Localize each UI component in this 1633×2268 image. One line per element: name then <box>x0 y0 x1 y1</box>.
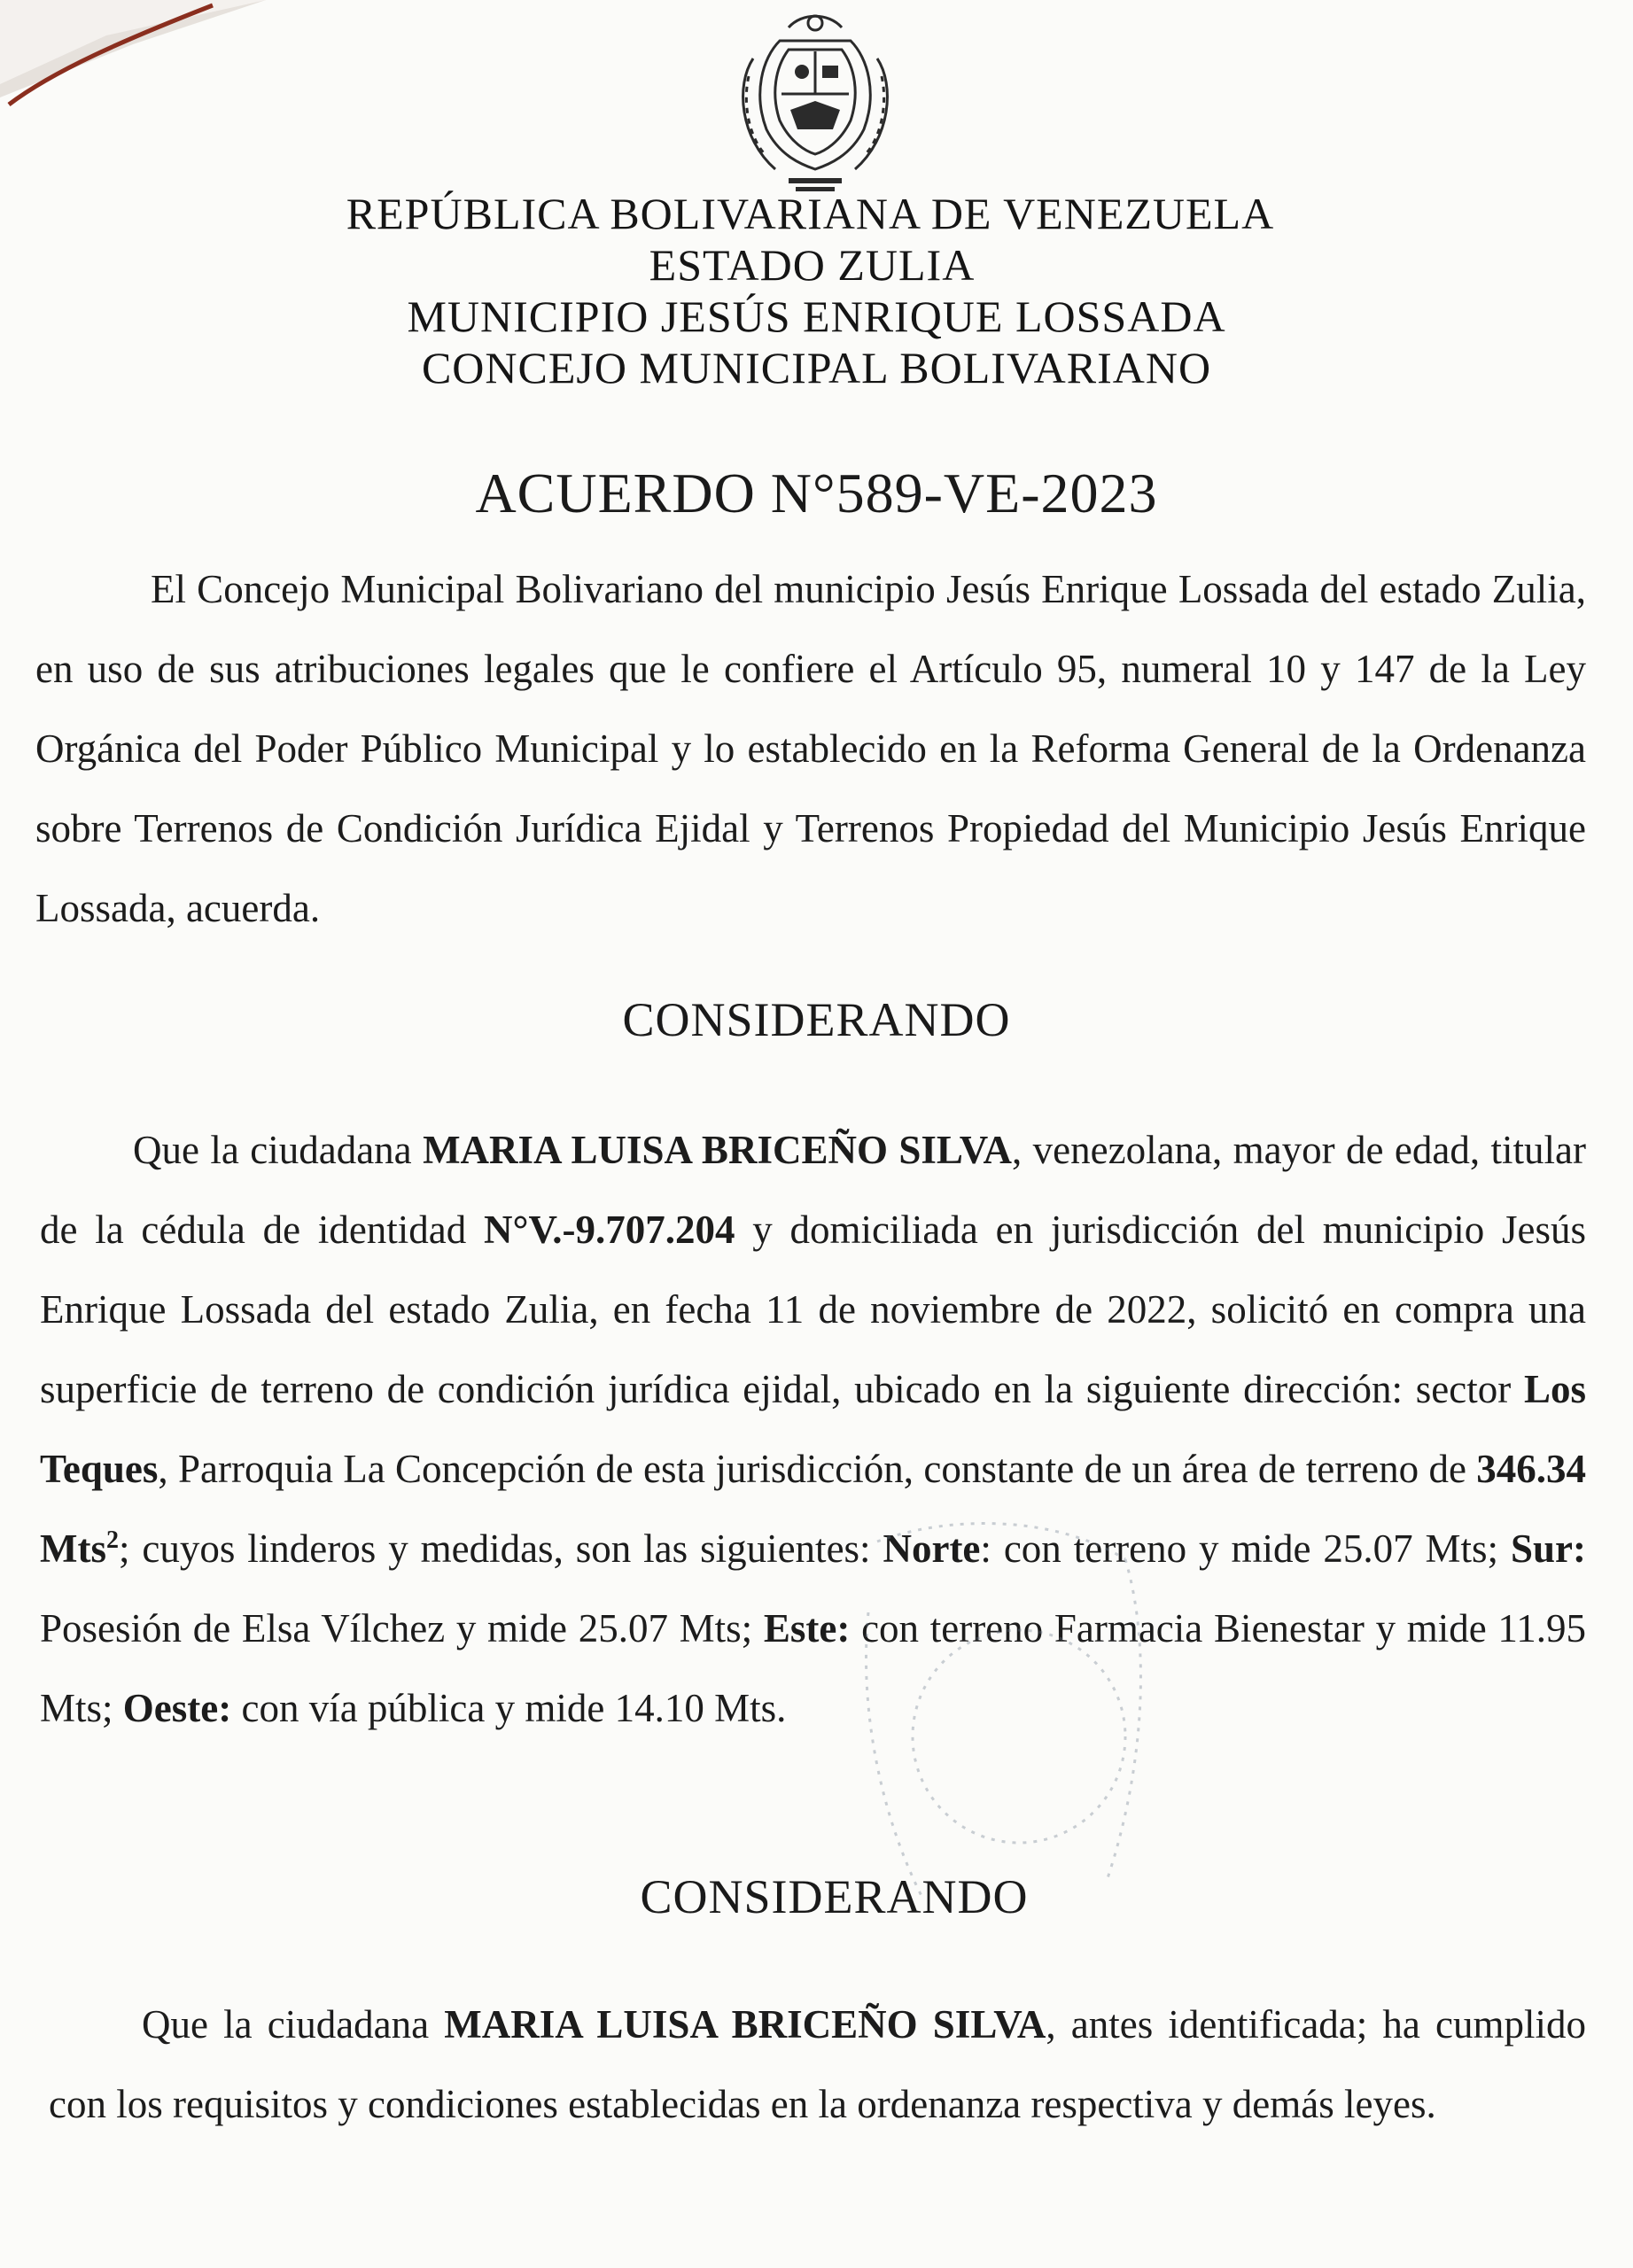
c1-text-4: , Parroquia La Concepción de esta jurisdicción, constante de un área de terreno de <box>158 1447 1477 1491</box>
c2-citizen-name: MARIA LUISA BRICEÑO SILVA <box>444 2002 1046 2047</box>
c1-text-5: ; cuyos linderos y medidas, son las siguientes: <box>118 1526 883 1571</box>
header-line-republic: REPÚBLICA BOLIVARIANA DE VENEZUELA <box>346 189 1275 238</box>
paper-corner-fold <box>0 0 266 115</box>
c1-citizen-name: MARIA LUISA BRICEÑO SILVA <box>423 1128 1012 1172</box>
c1-east-label: Este: <box>763 1606 851 1651</box>
coat-of-arms-icon <box>727 5 904 196</box>
c1-south-text: Posesión de Elsa Vílchez y mide 25.07 Mts; <box>40 1606 764 1651</box>
c2-text-2: , antes identificada; ha cumplido con los requisitos y condiciones establecidas en la ordenanza respectiva y demás leyes. <box>49 2002 1587 2126</box>
intro-text: El Concejo Municipal Bolivariano del municipio Jesús Enrique Lossada del estado Zulia, en uso de sus atribuciones legales que le confiere el Artículo 95, numeral 10 y 147 de la Ley Orgánica del Poder Público Municipal y lo establecido en la Reforma General de la Ordenanza sobre Terrenos de Condición Jurídica Ejidal y Terrenos Propiedad del Municipio Jesús Enrique Lossada, acuerda. <box>35 567 1586 930</box>
c2-text-1: Que la ciudadana <box>142 2002 445 2047</box>
c1-west-label: Oeste: <box>122 1686 232 1730</box>
c1-sector: Los Teques <box>40 1367 1586 1491</box>
c1-text-3: y domiciliada en jurisdicción del municipio Jesús Enrique Lossada del estado Zulia, en fecha 11 de noviembre de 2022, solicitó en compra una superficie de terreno de condición jurídica ejidal, ubicado en la siguiente dirección: sector <box>40 1208 1586 1411</box>
header-line-municipality: MUNICIPIO JESÚS ENRIQUE LOSSADA <box>407 291 1226 341</box>
c1-west-text: con vía pública y mide 14.10 Mts. <box>231 1686 787 1730</box>
c1-area-value: 346.34 Mts <box>40 1447 1586 1571</box>
considerando-heading-1: CONSIDERANDO <box>622 993 1011 1046</box>
c1-text-2: , venezolana, mayor de edad, titular de la cédula de identidad <box>40 1128 1586 1252</box>
c1-id-number: N°V.-9.707.204 <box>484 1208 735 1252</box>
considerando-paragraph-2 <box>49 1984 1586 2144</box>
c1-text-1: Que la ciudadana <box>133 1128 424 1172</box>
header-line-council: CONCEJO MUNICIPAL BOLIVARIANO <box>421 343 1212 392</box>
document-title: ACUERDO N°589-VE-2023 <box>475 462 1158 524</box>
c1-east-text: con terreno Farmacia Bienestar y mide 11.95 Mts; <box>40 1606 1587 1730</box>
c1-area-superscript: 2 <box>105 1526 119 1554</box>
letterhead <box>0 188 1633 393</box>
considerando-heading-2: CONSIDERANDO <box>640 1870 1029 1923</box>
c1-north-label: Norte <box>883 1526 981 1571</box>
considerando-paragraph-1 <box>40 1110 1586 1748</box>
c1-north-text: : con terreno y mide 25.07 Mts; <box>980 1526 1511 1571</box>
c1-south-label: Sur: <box>1510 1526 1586 1571</box>
header-line-state: ESTADO ZULIA <box>649 240 976 290</box>
intro-paragraph <box>35 549 1586 948</box>
